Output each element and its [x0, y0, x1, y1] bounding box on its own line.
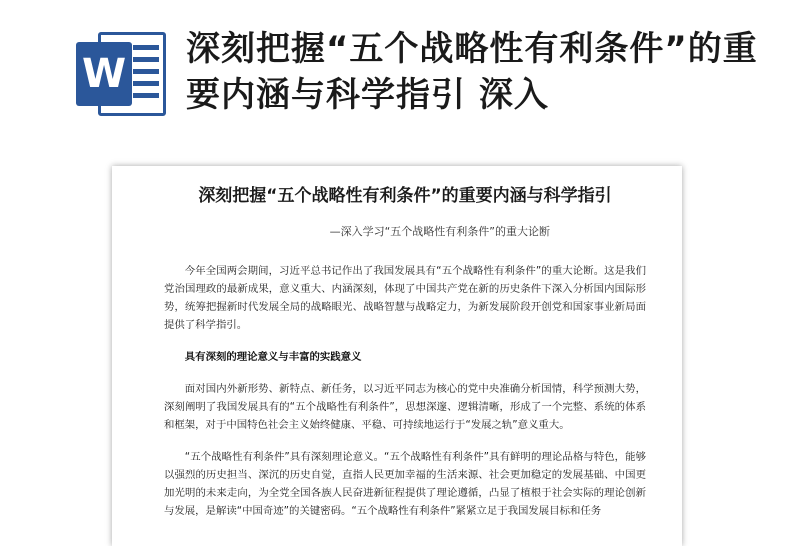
page-title: 深刻把握“五个战略性有利条件”的重要内涵与科学指引 深入 [186, 29, 758, 115]
document-preview [112, 166, 682, 546]
word-icon [76, 32, 166, 116]
document-title: 深刻把握“五个战略性有利条件”的重要内涵与科学指引 [198, 186, 612, 206]
document-section-heading: 具有深刻的理论意义与丰富的实践意义 [184, 351, 362, 363]
document-subtitle: —深入学习“五个战略性有利条件”的重大论断 [329, 225, 550, 238]
document-paragraph: 今年全国两会期间，习近平总书记作出了我国发展具有“五个战略性有利条件”的重大论断。这是我们党治国理政的最新成果，意义重大、内涵深刻，体现了中国共产党在新的历史条件下深入分析国内国际形势，统筹把握新时代发展全局的战略眼光、战略智慧与战略定力，为新发展阶段开创党和国家事业新局面提供了科学指引。 [164, 265, 646, 331]
document-paragraph: “五个战略性有利条件”具有深刻理论意义。“五个战略性有利条件”具有鲜明的理论品格与特色，能够以强烈的历史担当、深沉的历史自觉，直指人民更加幸福的生活来源、社会更加稳定的发展基础、中国更加光明的未来走向，为全党全国各族人民奋进新征程提供了理论遵循，凸显了植根于社会实际的理论创新与发展，是解读“中国奇迹”的关键密码。“五个战略性有利条件”紧紧立足于我国发展目标和任务 [164, 451, 646, 517]
document-paragraph: 面对国内外新形势、新特点、新任务，以习近平同志为核心的党中央准确分析国情，科学预测大势，深刻阐明了我国发展具有的“五个战略性有利条件”，思想深邃、逻辑清晰，形成了一个完整、系统的体系和框架，对于中国特色社会主义始终健康、平稳、可持续地运行于“发展之轨”意义重大。 [164, 383, 646, 431]
word-icon-badge: W [76, 42, 132, 106]
